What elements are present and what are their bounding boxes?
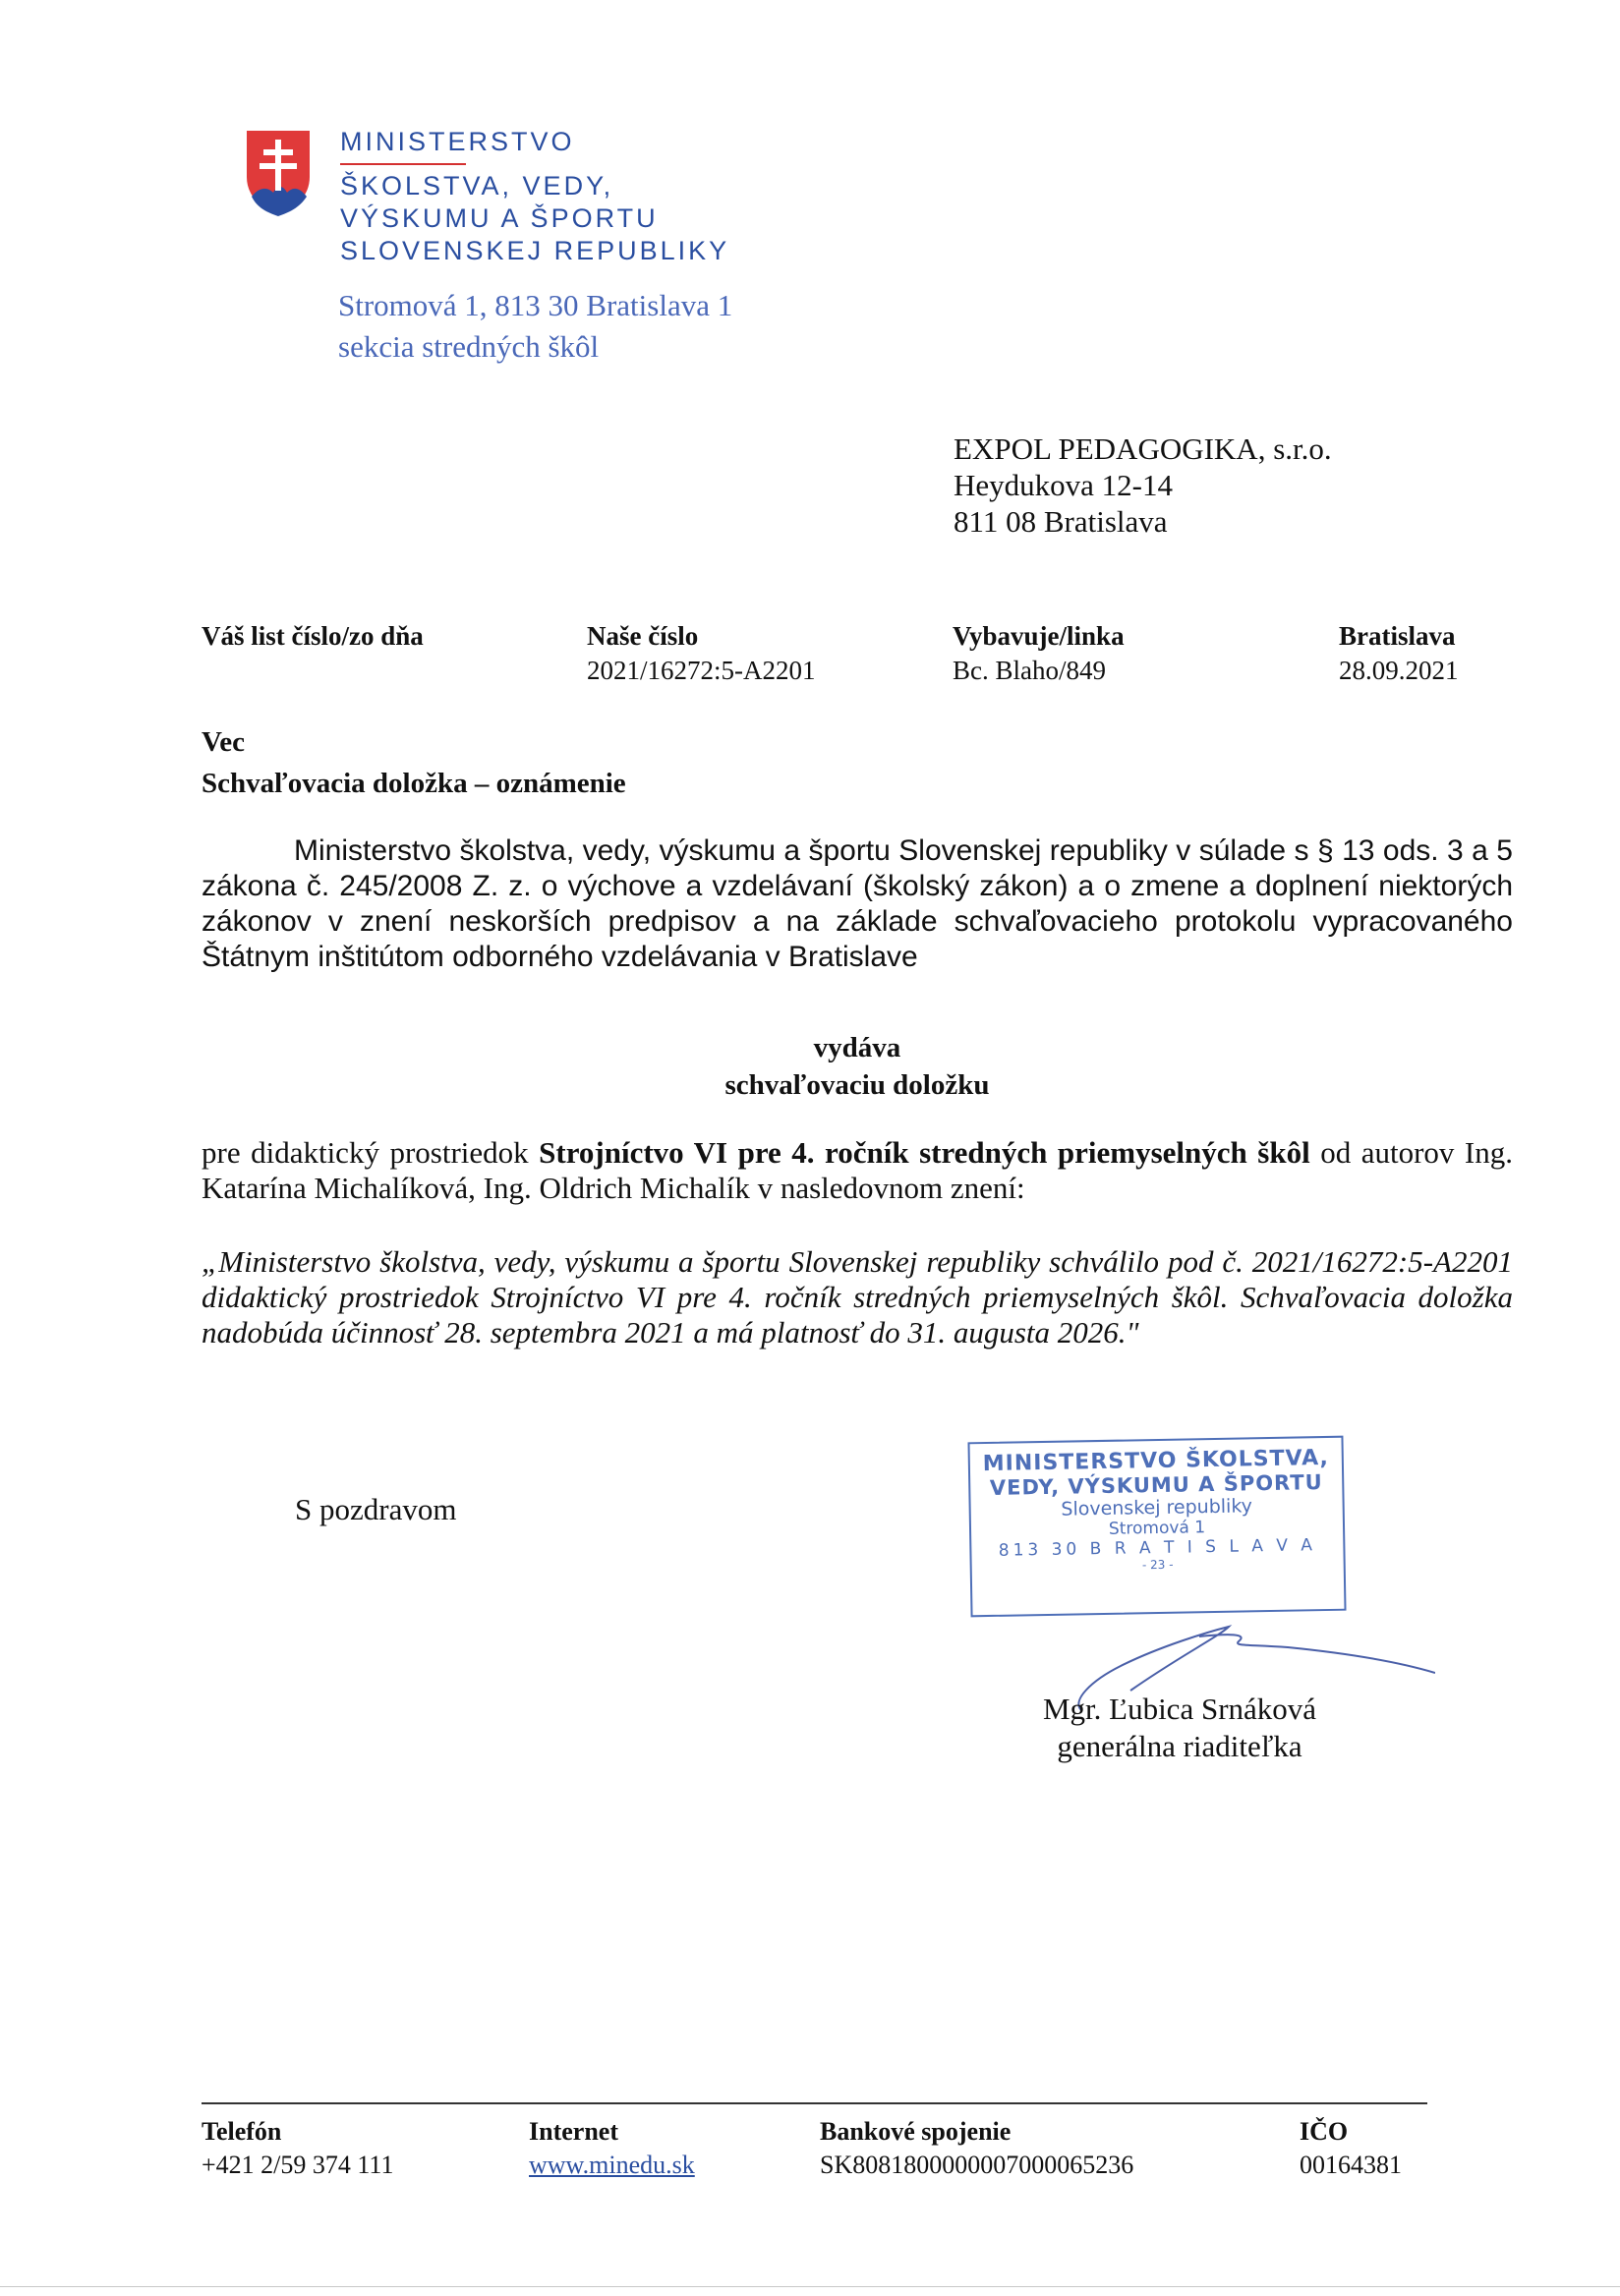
footer-internet — [529, 2115, 695, 2182]
p2-prefix: pre didaktický prostriedok — [202, 1135, 540, 1170]
ref-our-number — [587, 619, 816, 688]
footer-website-link[interactable]: www.minedu.sk — [529, 2151, 695, 2179]
slovak-coat-of-arms-icon — [244, 128, 313, 218]
stamp-line-5: 813 30 B R A T I S L A V A — [998, 1535, 1317, 1561]
body-paragraph-1: Ministerstvo školstva, vedy, výskumu a športu Slovenskej republiky v súlade s § 13 ods. 3 a 5 zákona č. 245/2008 Z. z. o výchove a vzdelávaní (školský zákon) a o zmene a doplnení niektorých zákonov v znení neskorších predpisov a na základe schvaľovacieho protokolu vypracovaného Štátnym inštitútom odborného vzdelávania v Bratislave — [202, 834, 1513, 973]
subject-title: Schvaľovacia doložka – oznámenie — [202, 768, 626, 799]
issues-heading — [202, 1029, 1513, 1104]
subject-block — [202, 721, 626, 804]
recipient-city: 811 08 Bratislava — [954, 504, 1168, 539]
ref-handled-label: Vybavuje/linka — [953, 621, 1125, 651]
ref-date-value: 28.09.2021 — [1339, 656, 1459, 685]
p2-suffix: od autorov Ing. Katarína Michalíková, Ing. Oldrich Michalík v nasledovnom znení: — [202, 1135, 1513, 1205]
sender-address — [338, 285, 732, 368]
signer-block — [1032, 1691, 1327, 1765]
ref-handled-by — [953, 619, 1125, 688]
signer-name: Mgr. Ľubica Srnáková — [1042, 1692, 1317, 1726]
ministry-line-1: MINISTERSTVO — [340, 127, 575, 156]
footer-phone-label: Telefón — [202, 2117, 282, 2146]
footer-bank — [820, 2115, 1133, 2182]
footer-ico — [1300, 2115, 1402, 2182]
footer-divider — [202, 2102, 1427, 2104]
ministry-line-3: VÝSKUMU A ŠPORTU — [340, 203, 659, 233]
issues-line-2: schvaľovaciu doložku — [724, 1069, 990, 1101]
ministry-line-4: SLOVENSKEJ REPUBLIKY — [340, 236, 730, 265]
greeting: S pozdravom — [295, 1492, 457, 1526]
recipient-name: EXPOL PEDAGOGIKA, s.r.o. — [954, 431, 1332, 466]
stamp-line-4: Stromová 1 — [1108, 1518, 1206, 1539]
subject-label: Vec — [202, 726, 246, 758]
ref-our-number-label: Naše číslo — [587, 621, 699, 651]
issues-line-1: vydáva — [813, 1032, 901, 1063]
sender-section: sekcia stredných škôl — [338, 329, 600, 364]
footer-ico-label: IČO — [1300, 2117, 1349, 2146]
ref-place-label: Bratislava — [1339, 621, 1456, 651]
recipient-street: Heydukova 12-14 — [954, 468, 1173, 502]
ref-your-letter — [202, 619, 424, 654]
stamp-line-3: Slovenskej republiky — [1061, 1495, 1253, 1521]
ministry-name — [340, 126, 729, 267]
sender-address-line: Stromová 1, 813 30 Bratislava 1 — [338, 288, 733, 322]
stamp-line-2: VEDY, VÝSKUMU A ŠPORTU — [989, 1470, 1323, 1500]
ministry-red-rule — [340, 163, 466, 165]
footer-phone — [202, 2115, 393, 2182]
p2-title-bold: Strojníctvo VI pre 4. ročník stredných priemyselných škôl — [539, 1135, 1310, 1170]
body-paragraph-2 — [202, 1135, 1513, 1206]
signer-title: generálna riaditeľka — [1057, 1729, 1302, 1763]
ref-handled-value: Bc. Blaho/849 — [953, 656, 1106, 685]
official-stamp — [967, 1436, 1346, 1618]
footer-internet-label: Internet — [529, 2117, 618, 2146]
footer-phone-value: +421 2/59 374 111 — [202, 2151, 394, 2179]
footer-ico-value: 00164381 — [1300, 2151, 1402, 2179]
ref-place-date — [1339, 619, 1459, 688]
page-bottom-edge — [0, 2286, 1620, 2287]
footer-bank-label: Bankové spojenie — [820, 2117, 1012, 2146]
ref-your-letter-label: Váš list číslo/zo dňa — [202, 621, 424, 651]
stamp-line-6: - 23 - — [1141, 1557, 1174, 1573]
ministry-line-2: ŠKOLSTVA, VEDY, — [340, 171, 614, 201]
approval-quote: „Ministerstvo školstva, vedy, výskumu a športu Slovenskej republiky schválilo pod č. 2021/16272:5-A2201 didaktický prostriedok Strojníctvo VI pre 4. ročník stredných priemyselných škôl. Schvaľovacia doložka nadobúda účinnosť 28. septembra 2021 a má platnosť do 31. augusta 2026." — [202, 1244, 1513, 1349]
ref-our-number-value: 2021/16272:5-A2201 — [587, 656, 816, 685]
stamp-line-1: MINISTERSTVO ŠKOLSTVA, — [982, 1445, 1330, 1477]
recipient-block — [954, 430, 1332, 540]
footer-bank-value: SK8081800000007000065236 — [820, 2151, 1134, 2179]
